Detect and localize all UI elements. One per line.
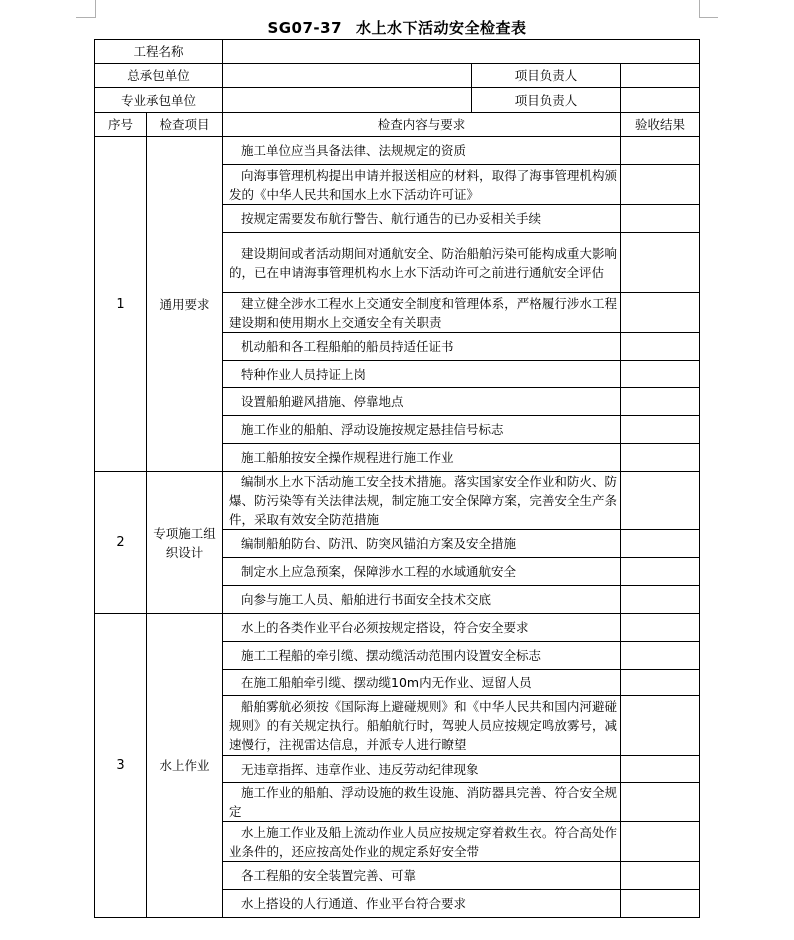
check-content: 施工单位应当具备法律、法规规定的资质	[223, 137, 621, 165]
general-contractor-label: 总承包单位	[95, 64, 223, 88]
group-seq: 3	[95, 614, 147, 918]
check-result[interactable]	[621, 670, 700, 696]
check-result[interactable]	[621, 783, 700, 822]
group-item: 专项施工组织设计	[147, 472, 223, 614]
group-seq: 2	[95, 472, 147, 614]
check-content: 施工作业的船舶、浮动设施的救生设施、消防器具完善、符合安全规定	[223, 783, 621, 822]
check-result[interactable]	[621, 530, 700, 558]
check-result[interactable]	[621, 137, 700, 165]
check-content: 施工船舶按安全操作规程进行施工作业	[223, 444, 621, 472]
specialty-contractor-value[interactable]	[223, 88, 472, 113]
check-result[interactable]	[621, 558, 700, 586]
check-content: 编制水上水下活动施工安全技术措施。落实国家安全作业和防火、防爆、防污染等有关法律法规，制定施工安全保障方案，完善安全生产条件，采取有效安全防范措施	[223, 472, 621, 530]
project-manager-label: 项目负责人	[472, 88, 621, 113]
project-name-value[interactable]	[223, 40, 700, 64]
check-result[interactable]	[621, 388, 700, 416]
check-content: 制定水上应急预案，保障涉水工程的水域通航安全	[223, 558, 621, 586]
check-content: 机动船和各工程船舶的船员持适任证书	[223, 333, 621, 361]
specialty-contractor-label: 专业承包单位	[95, 88, 223, 113]
check-content: 建设期间或者活动期间对通航安全、防治船舶污染可能构成重大影响的，已在申请海事管理机构水上水下活动许可之前进行通航安全评估	[223, 233, 621, 293]
general-contractor-value[interactable]	[223, 64, 472, 88]
general-contractor-row	[95, 64, 700, 88]
header-seq: 序号	[95, 113, 147, 137]
check-row	[95, 137, 700, 165]
project-manager-value[interactable]	[621, 88, 700, 113]
check-result[interactable]	[621, 614, 700, 642]
form-code: SG07-37	[267, 19, 343, 37]
check-result[interactable]	[621, 642, 700, 670]
document-title	[0, 17, 794, 38]
check-result[interactable]	[621, 862, 700, 890]
group-item: 水上作业	[147, 614, 223, 918]
check-content: 水上施工作业及船上流动作业人员应按规定穿着救生衣。符合高处作业条件的，还应按高处作业的规定系好安全带	[223, 822, 621, 862]
project-manager-label: 项目负责人	[472, 64, 621, 88]
check-content: 设置船舶避风措施、停靠地点	[223, 388, 621, 416]
project-name-label: 工程名称	[95, 40, 223, 64]
check-result[interactable]	[621, 165, 700, 205]
check-result[interactable]	[621, 696, 700, 756]
check-result[interactable]	[621, 205, 700, 233]
check-content: 建立健全涉水工程水上交通安全制度和管理体系，严格履行涉水工程建设期和使用期水上交通安全有关职责	[223, 293, 621, 333]
check-result[interactable]	[621, 586, 700, 614]
specialty-contractor-row	[95, 88, 700, 113]
check-content: 向参与施工人员、船舶进行书面安全技术交底	[223, 586, 621, 614]
check-content: 施工作业的船舶、浮动设施按规定悬挂信号标志	[223, 416, 621, 444]
check-result[interactable]	[621, 233, 700, 293]
check-row	[95, 472, 700, 530]
header-item: 检查项目	[147, 113, 223, 137]
inspection-table	[94, 39, 700, 918]
header-row	[95, 113, 700, 137]
check-result[interactable]	[621, 472, 700, 530]
form-title: 水上水下活动安全检查表	[356, 19, 527, 37]
check-content: 无违章指挥、违章作业、违反劳动纪律现象	[223, 756, 621, 783]
check-result[interactable]	[621, 293, 700, 333]
check-row	[95, 614, 700, 642]
check-content: 按规定需要发布航行警告、航行通告的已办妥相关手续	[223, 205, 621, 233]
check-result[interactable]	[621, 333, 700, 361]
check-result[interactable]	[621, 416, 700, 444]
check-content: 特种作业人员持证上岗	[223, 361, 621, 388]
check-result[interactable]	[621, 756, 700, 783]
check-content: 施工工程船的牵引缆、摆动缆活动范围内设置安全标志	[223, 642, 621, 670]
check-content: 各工程船的安全装置完善、可靠	[223, 862, 621, 890]
check-result[interactable]	[621, 822, 700, 862]
check-result[interactable]	[621, 890, 700, 918]
check-content: 水上搭设的人行通道、作业平台符合要求	[223, 890, 621, 918]
group-seq: 1	[95, 137, 147, 472]
header-result: 验收结果	[621, 113, 700, 137]
project-name-row	[95, 40, 700, 64]
check-content: 水上的各类作业平台必须按规定搭设，符合安全要求	[223, 614, 621, 642]
check-result[interactable]	[621, 444, 700, 472]
check-content: 编制船舶防台、防汛、防突风锚泊方案及安全措施	[223, 530, 621, 558]
check-content: 船舶雾航必须按《国际海上避碰规则》和《中华人民共和国内河避碰规则》的有关规定执行。船舶航行时，驾驶人员应按规定鸣放雾号，减速慢行，注视雷达信息，并派专人进行瞭望	[223, 696, 621, 756]
crop-mark	[699, 0, 700, 18]
crop-mark	[95, 0, 96, 18]
project-manager-value[interactable]	[621, 64, 700, 88]
group-item: 通用要求	[147, 137, 223, 472]
check-content: 向海事管理机构提出申请并报送相应的材料，取得了海事管理机构颁发的《中华人民共和国水上水下活动许可证》	[223, 165, 621, 205]
check-content: 在施工船舶牵引缆、摆动缆10m内无作业、逗留人员	[223, 670, 621, 696]
check-result[interactable]	[621, 361, 700, 388]
header-content: 检查内容与要求	[223, 113, 621, 137]
